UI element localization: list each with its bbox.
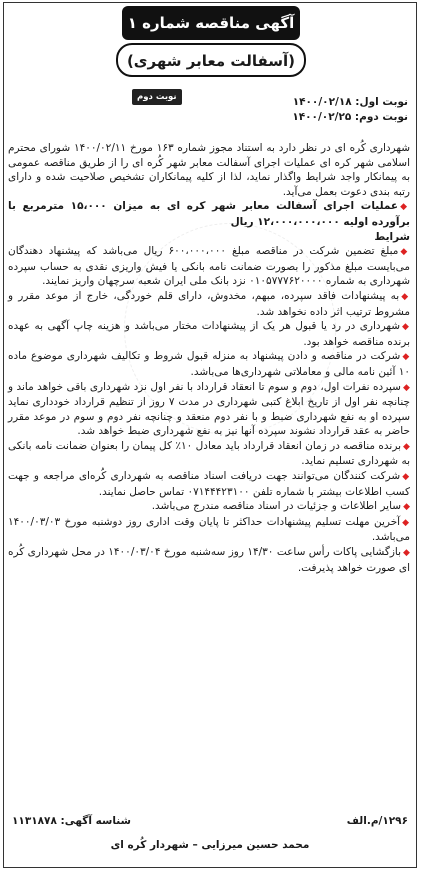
- round-badge: نوبت دوم: [132, 89, 182, 105]
- bullet-icon: ◆: [402, 382, 410, 393]
- condition-item: [8, 349, 410, 379]
- condition-text: شرکت در مناقصه و دادن پیشنهاد به منزله قبول شروط و تکالیف شهرداری موضوع ماده ۱۰ آئین نامه مالی و معاملاتی شهرداری‌ها می‌باشد.: [8, 350, 410, 378]
- condition-item: [8, 515, 410, 545]
- condition-text: مبلغ تضمین شرکت در مناقصه مبلغ ۶۰۰،۰۰۰،۰۰۰ ریال می‌باشد که پیشنهاد دهندگان می‌بایست مبلغ مذکور را بصورت ضمانت نامه بانکی یا فیش واریزی نقدی به حساب سپرده شهرداری به شماره ۰۱۰۵۷۷۷۶۲۰۰۰۰ نزد بانک ملی ایران شعبه سرچهان واریز نمایند.: [8, 245, 410, 288]
- intro-paragraph: شهرداری کُره ای در نظر دارد به استناد مجوز شماره ۱۶۳ مورخ ۱۴۰۰/۰۲/۱۱ شورای محترم اسلامی شهر کره ای عملیات اجرای آسفالت معابر شهر کُره ای را از طریق مناقصه عمومی به پیمانکار واجد شرایط واگذار نماید، لذا از کلیه پیمانکاران تشخیص صلاحیت شده و دارای رتبه بندی دعوت بعمل می‌آید.: [8, 142, 410, 198]
- condition-item: [8, 289, 410, 319]
- condition-text: آخرین مهلت تسلیم پیشنهادات حداکثر تا پایان وقت اداری روز دوشنبه مورخ ۱۴۰۰/۰۳/۰۳ می‌باشد.: [8, 515, 410, 544]
- notice-body: [8, 141, 410, 575]
- publication-dates: [198, 95, 408, 125]
- project-text: عملیات اجرای آسفالت معابر شهر کره ای به میزان ۱۵،۰۰۰ مترمربع با برآورده اولیه ۱۲،۰۰۰،۰۰۰،۰۰۰ ریال: [8, 200, 410, 228]
- bullet-icon: ◆: [401, 291, 410, 302]
- bullet-icon: ◆: [400, 247, 410, 258]
- condition-text: به پیشنهادات فاقد سپرده، مبهم، مخدوش، دارای قلم خوردگی، خارج از موعد مقرر و مشروط ترتیب اثر داده نخواهد شد.: [8, 289, 410, 318]
- notice-title: آگهی مناقصه شماره ۱: [122, 6, 300, 40]
- condition-text: سپرده نفرات اول، دوم و سوم تا انعقاد قرارداد با نفر اول نزد شهرداری باقی خواهد ماند و چنانچه نفر اول از تاریخ ابلاغ کتبی شهرداری در مدت ۷ روز از تنظیم قرارداد خودداری نماید سپرده او به نفع شهرداری ضبط و با نفر دوم منعقد و چنانچه نفر دوم و سوم در موعد مقرر حاضر به عقد قرارداد نشوند سپرده آنها نیز به نفع شهرداری ضبط خواهد شد.: [8, 380, 410, 438]
- bullet-icon: ◆: [403, 441, 411, 452]
- conditions-list: [8, 244, 410, 575]
- condition-item: [8, 439, 410, 469]
- condition-item: [8, 319, 410, 349]
- condition-item: [8, 545, 410, 575]
- bullet-icon: ◆: [402, 352, 410, 363]
- second-round-date: نوبت دوم: ۱۴۰۰/۰۲/۲۵: [292, 111, 408, 123]
- condition-text: بازگشایی پاکات رأس ساعت ۱۴/۳۰ روز سه‌شنبه مورخ ۱۴۰۰/۰۳/۰۴ در محل شهرداری کُره ای صورت خواهد پذیرفت.: [8, 546, 410, 574]
- condition-text: شهرداری در رد یا قبول هر یک از پیشنهادات مختار می‌باشد و هزینه چاپ آگهی به عهده برنده مناقصه خواهد بود.: [8, 320, 410, 348]
- project-line: [8, 199, 410, 229]
- condition-text: برنده مناقصه در زمان انعقاد قرارداد باید معادل ۱۰٪ کل پیمان را بعنوان ضمانت نامه بانکی به شهرداری تسلیم نماید.: [8, 439, 410, 468]
- condition-text: سایر اطلاعات و جزئیات در اسناد مناقصه مندرج می‌باشد.: [151, 500, 402, 513]
- bullet-icon: ◆: [402, 322, 411, 333]
- condition-item: [8, 380, 410, 439]
- ad-identifier: شناسه آگهی: ۱۱۳۱۸۷۸: [12, 815, 131, 827]
- bullet-icon: ◆: [402, 517, 411, 528]
- first-round-date: نوبت اول: ۱۴۰۰/۰۲/۱۸: [292, 96, 408, 108]
- bullet-icon: ◆: [403, 502, 410, 513]
- bullet-icon: ◆: [403, 548, 410, 559]
- tender-notice: [3, 2, 417, 868]
- condition-text: شرکت کنندگان می‌توانند جهت دریافت اسناد مناقصه به شهرداری کُره‌ای مراجعه و جهت کسب اطلاعات بیشتر با شماره تلفن ۰۷۱۴۴۴۲۳۱۰۰ تماس حاصل نمایند.: [8, 470, 410, 498]
- condition-item: [8, 244, 410, 289]
- notice-subtitle: (آسفالت معابر شهری): [116, 43, 306, 77]
- condition-item: [8, 499, 410, 515]
- bullet-icon: ◆: [402, 472, 411, 483]
- mayor-signature: محمد حسین میرزایی – شهردار کُره ای: [110, 839, 310, 851]
- conditions-heading: شرایط: [374, 230, 410, 243]
- ad-ref-number: ۱۲۹۶/م.الف: [346, 815, 408, 827]
- condition-item: [8, 469, 410, 499]
- bullet-icon: ◆: [400, 202, 411, 213]
